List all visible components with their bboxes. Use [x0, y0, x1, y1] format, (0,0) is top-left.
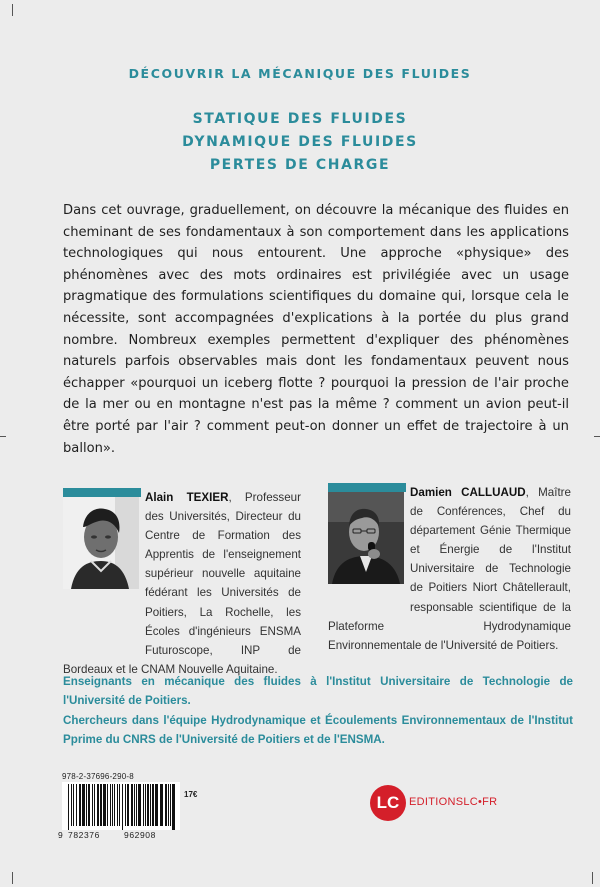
- series-title: DÉCOUVRIR LA MÉCANIQUE DES FLUIDES: [128, 66, 472, 81]
- barcode-bar: [103, 784, 106, 826]
- barcode-bar: [134, 784, 135, 826]
- barcode-bar: [165, 784, 167, 826]
- barcode-bar: [100, 784, 102, 826]
- barcode-bar: [110, 784, 111, 826]
- book-titles: [0, 108, 600, 177]
- barcode-bar: [107, 784, 108, 826]
- barcode-bar: [155, 784, 158, 826]
- bio-wrap-spacer: [63, 488, 145, 658]
- barcode-bar: [122, 784, 123, 830]
- author-name: Damien CALLUAUD: [410, 486, 526, 499]
- author-description: , Professeur des Universités, Directeur du Centre de Formation des Apprentis de l'enseignement supérieur nouvelle aquitaine fédérant les Universités de Poitiers, La Rochelle, les Écoles d'ingénieurs ENSMA Futuroscope, INP de Bordeaux et le CNAM Nouvelle Aquitaine.: [63, 491, 301, 676]
- barcode-bar: [160, 784, 163, 826]
- barcode-bar: [145, 784, 146, 826]
- barcode-bar: [150, 784, 151, 826]
- publisher-logo: [370, 783, 530, 827]
- barcode-bar: [147, 784, 149, 826]
- publisher-name: EDITIONSLC•FR: [409, 796, 498, 808]
- barcode: [62, 782, 180, 830]
- barcode-bar: [127, 784, 129, 826]
- crop-mark: [0, 436, 6, 437]
- crop-mark: [592, 872, 593, 884]
- barcode-bar: [119, 784, 120, 826]
- barcode-digits: [58, 830, 156, 840]
- barcode-bar: [131, 784, 133, 826]
- author-bio-texier: [63, 488, 303, 676]
- barcode-bar: [114, 784, 115, 826]
- crop-mark: [594, 436, 600, 437]
- barcode-bar: [76, 784, 77, 826]
- barcode-bar: [125, 784, 126, 826]
- barcode-bar: [88, 784, 90, 826]
- barcode-bar: [136, 784, 137, 826]
- author-description: , Maître de Conférences, Chef du département Génie Thermique et Énergie de l'Institut Universitaire de Technologie de Poitiers Niort Châtellerault, responsable scientifique de la Plateforme Hydrodynamique Environnementale de l'Université de Poitiers.: [328, 486, 571, 652]
- author-bio-text: [63, 488, 301, 679]
- crop-mark: [12, 4, 13, 16]
- barcode-bar: [79, 784, 81, 826]
- publisher-logo-icon: LC: [370, 785, 406, 821]
- barcode-bar: [152, 784, 154, 826]
- book-title-line: STATIQUE DES FLUIDES: [192, 111, 408, 127]
- crop-mark: [12, 872, 13, 884]
- book-title-line: PERTES DE CHARGE: [209, 157, 391, 173]
- summary-paragraph: Dans cet ouvrage, graduellement, on découvre la mécanique des fluides en cheminant de ses fondamentaux à son comportement dans les applications technologiques qui nous entourent. Une approche «physique» des phénomènes avec des mots ordinaires est privilégiée avec un usage pragmatique des formulations scientifiques du domaine qui, lorsque cela le nécessite, sont accompagnées d'explications à la portée du plus grand nombre. Nombreux exemples permettent d'expliquer des phénomènes naturels parfois observables mais dont les fondamentaux peuvent nous échapper «pourquoi un iceberg flotte ? pourquoi la pression de l'air proche de la mer ou en montagne n'est pas la même ? comment un avion peut-il être porté par l'air ? comment peut-on donner un effet de trajectoire à un ballon».: [63, 203, 569, 456]
- barcode-digit-group: 782376: [68, 830, 100, 840]
- barcode-bar: [172, 784, 175, 830]
- barcode-bar: [71, 784, 72, 826]
- author-bio-calluaud: [328, 483, 572, 663]
- barcode-bar: [117, 784, 118, 826]
- affiliation-line: Chercheurs dans l'équipe Hydrodynamique et Écoulements Environnementaux de l'Institut Pprime du CNRS de l'Université de Poitiers et de l'ENSMA.: [63, 713, 573, 747]
- book-title-line: DYNAMIQUE DES FLUIDES: [182, 134, 418, 150]
- barcode-bar: [112, 784, 113, 826]
- barcode-digit-group: 962908: [124, 830, 156, 840]
- barcode-bar: [168, 784, 169, 826]
- barcode-bar: [97, 784, 99, 826]
- barcode-bar: [143, 784, 144, 826]
- barcode-bar: [94, 784, 95, 826]
- barcode-bar: [138, 784, 141, 826]
- authors-affiliation: [63, 672, 573, 750]
- barcode-bar: [170, 784, 171, 826]
- barcode-bar: [86, 784, 87, 826]
- barcode-digit-group: 9: [58, 830, 64, 840]
- affiliation-line: Enseignants en mécanique des fluides à l'Institut Universitaire de Technologie de l'Université de Poitiers.: [63, 675, 573, 708]
- barcode-bar: [73, 784, 74, 826]
- barcode-bar: [82, 784, 85, 826]
- author-name: Alain TEXIER: [145, 491, 229, 504]
- price: 17€: [184, 790, 198, 799]
- barcode-bar: [92, 784, 93, 826]
- isbn-text: 978-2-37696-290-8: [62, 772, 134, 781]
- bio-wrap-spacer: [328, 483, 410, 614]
- barcode-bar: [68, 784, 69, 830]
- author-bio-text: [328, 483, 571, 655]
- barcode-bars: [62, 782, 180, 830]
